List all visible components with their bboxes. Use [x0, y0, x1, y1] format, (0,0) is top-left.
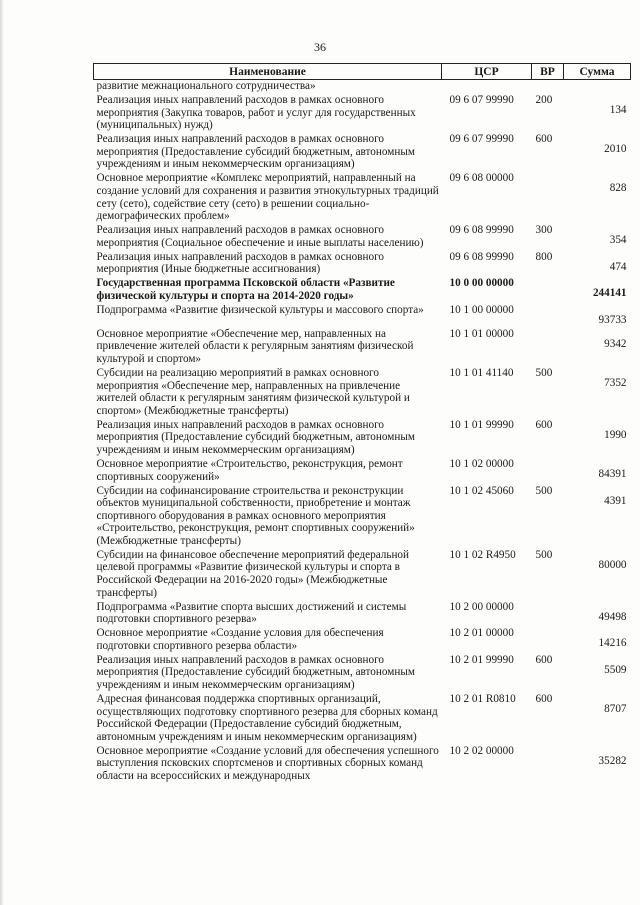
cell-vr: 600 — [535, 133, 553, 146]
cell-csr — [442, 80, 532, 94]
cell-name: Реализация иных направлений расходов в рамках основного мероприятия (Закупка товаров, работ и услуг для государственных (муниципальных) нужд) — [96, 93, 416, 132]
cell-csr: 09 6 08 99990 — [449, 250, 514, 263]
cell-sum: 93733 — [598, 313, 627, 326]
cell-vr: 600 — [535, 653, 553, 666]
cell-name: Реализация иных направлений расходов в рамках основного мероприятия (Социальное обеспечение и иные выплаты населению) — [96, 224, 424, 249]
cell-sum: 80000 — [598, 558, 627, 571]
header-name: Наименование — [94, 64, 442, 80]
cell-sum — [564, 80, 631, 94]
cell-vr — [532, 601, 564, 628]
cell-name: развитие межнационального сотрудничества» — [96, 80, 316, 92]
cell-name: Государственная программа Псковской области «Развитие физической культуры и спорта на 2014-2020 годы» — [96, 277, 395, 302]
cell-vr — [532, 172, 564, 224]
table-row — [94, 549, 631, 601]
cell-sum: 84391 — [598, 467, 627, 480]
table-row — [94, 94, 631, 133]
table-row — [94, 601, 631, 628]
cell-csr: 10 2 01 R0810 — [449, 692, 516, 705]
cell-csr: 10 2 00 00000 — [449, 600, 514, 613]
table-row — [94, 133, 631, 172]
cell-name: Субсидии на софинансирование строительства и реконструкции объектов муниципальной собственности, приобретение и монтаж спортивного оборудования в рамках основного мероприятия «Строительство, реконструкция, ремонт спортивных сооружений» (Межбюджетные трансферты) — [96, 484, 415, 547]
cell-csr: 09 6 07 99990 — [449, 133, 514, 146]
budget-table — [93, 63, 631, 784]
cell-vr — [532, 304, 564, 328]
cell-vr — [532, 627, 564, 654]
cell-name: Подпрограмма «Развитие спорта высших достижений и системы подготовки спортивного резерва» — [96, 600, 407, 626]
cell-csr: 10 2 02 00000 — [449, 744, 514, 757]
cell-sum: 7352 — [604, 376, 627, 389]
cell-sum: 474 — [609, 260, 627, 273]
table-row — [94, 80, 631, 94]
cell-name: Основное мероприятие «Создание условий для обеспечения успешного выступления псковских спортсменов и спортивных сборных команд области на всероссийских и международных — [96, 744, 439, 782]
cell-name: Субсидии на реализацию мероприятий в рамках основного мероприятия «Обеспечение мер, направленных на привлечение жителей области к регулярным занятиям физической культурой и спортом» (Межбюджетные трансферты) — [96, 366, 410, 417]
cell-vr — [532, 80, 564, 94]
cell-name: Адресная финансовая поддержка спортивных организаций, осуществляющих подготовку спортивного резерва для сборных команд Российской Федерации (Предоставление субсидий бюджетным, автономным учреждениям и иным некоммерческим организациям) — [96, 692, 438, 743]
cell-sum: 14216 — [598, 637, 627, 650]
cell-name: Субсидии на финансовое обеспечение мероприятий федеральной целевой программы «Развитие физической культуры и спорта в Российской Федерации на 2016-2020 годы» (Межбюджетные трансферты) — [96, 548, 410, 599]
cell-sum: 134 — [609, 103, 627, 116]
table-row — [94, 328, 631, 367]
cell-name: Реализация иных направлений расходов в рамках основного мероприятия (Предоставление субсидий бюджетным, автономным учреждениям и иным некоммерческим организациям) — [96, 418, 415, 456]
cell-csr: 10 0 00 00000 — [449, 277, 514, 290]
table-body — [94, 80, 631, 784]
cell-sum: 4391 — [604, 494, 627, 507]
cell-sum: 8707 — [604, 702, 627, 715]
table-row — [94, 367, 631, 419]
cell-name: Основное мероприятие «Строительство, реконструкция, ремонт спортивных сооружений» — [96, 457, 403, 483]
cell-sum: 244141 — [592, 287, 627, 300]
table-row — [94, 419, 631, 458]
cell-name: Реализация иных направлений расходов в рамках основного мероприятия (Предоставление субсидий бюджетным, автономным учреждениям и иным некоммерческим организациям) — [96, 653, 415, 691]
cell-sum: 9342 — [604, 337, 627, 350]
header-csr: ЦСР — [442, 64, 532, 80]
header-vr: ВР — [532, 64, 564, 80]
cell-name: Основное мероприятие «Обеспечение мер, направленных на привлечение жителей области к регулярным занятиям физической культурой и спортом» — [96, 327, 414, 365]
cell-sum: 354 — [609, 234, 627, 247]
cell-csr: 10 2 01 99990 — [449, 653, 514, 666]
cell-name: Основное мероприятие «Комплекс мероприятий, направленный на создание условий для сохранения и развития этнокультурных традиций сету (сето), содействие сету (сето) в решении социально-демографических проблем» — [96, 172, 439, 223]
cell-name: Реализация иных направлений расходов в рамках основного мероприятия (Предоставление субсидий бюджетным, автономным учреждениям и иным некоммерческим организациям) — [96, 133, 415, 171]
cell-vr — [532, 745, 564, 784]
cell-vr: 500 — [535, 366, 553, 379]
page-number: 36 — [314, 40, 326, 54]
cell-sum: 1990 — [604, 428, 627, 441]
cell-sum: 5509 — [604, 663, 627, 676]
cell-csr: 09 6 07 99990 — [449, 93, 514, 106]
table-row — [94, 172, 631, 224]
cell-sum: 49498 — [598, 610, 627, 623]
cell-csr: 10 1 02 45060 — [449, 484, 514, 497]
cell-vr: 500 — [535, 484, 553, 497]
cell-sum: 35282 — [598, 754, 627, 767]
cell-csr: 10 1 00 00000 — [449, 303, 514, 316]
cell-vr: 600 — [535, 418, 553, 431]
cell-vr: 800 — [535, 250, 553, 263]
table-row — [94, 745, 631, 784]
cell-vr: 200 — [535, 93, 553, 106]
table-row — [94, 693, 631, 745]
page-edge-shadow — [0, 0, 4, 905]
cell-csr: 10 1 02 00000 — [449, 457, 514, 470]
cell-csr: 10 2 01 00000 — [449, 627, 514, 640]
cell-vr — [532, 458, 564, 485]
table-row — [94, 458, 631, 485]
table-row — [94, 277, 631, 304]
cell-vr: 300 — [535, 224, 553, 237]
cell-vr — [532, 277, 564, 304]
cell-name: Реализация иных направлений расходов в рамках основного мероприятия (Иные бюджетные ассигнования) — [96, 250, 384, 276]
table-row — [94, 304, 631, 328]
cell-csr: 10 1 02 R4950 — [449, 548, 516, 561]
header-sum: Сумма — [564, 64, 631, 80]
cell-sum: 828 — [609, 182, 627, 195]
cell-name: Основное мероприятие «Создание условия для обеспечения подготовки спортивного резерва области» — [96, 627, 384, 652]
cell-vr — [532, 328, 564, 367]
cell-csr: 09 6 08 99990 — [449, 224, 514, 237]
cell-csr: 09 6 08 00000 — [449, 172, 514, 185]
table-row — [94, 654, 631, 693]
cell-csr: 10 1 01 41140 — [449, 366, 514, 379]
table-row — [94, 485, 631, 549]
cell-vr: 500 — [535, 548, 553, 561]
cell-name: Подпрограмма «Развитие физической культуры и массового спорта» — [96, 303, 424, 316]
cell-sum: 2010 — [604, 143, 627, 156]
table-row — [94, 627, 631, 654]
cell-csr: 10 1 01 99990 — [449, 418, 514, 431]
cell-csr: 10 1 01 00000 — [449, 327, 514, 340]
table-row — [94, 224, 631, 251]
table-header — [94, 64, 631, 80]
table-row — [94, 251, 631, 278]
cell-vr: 600 — [535, 692, 553, 705]
